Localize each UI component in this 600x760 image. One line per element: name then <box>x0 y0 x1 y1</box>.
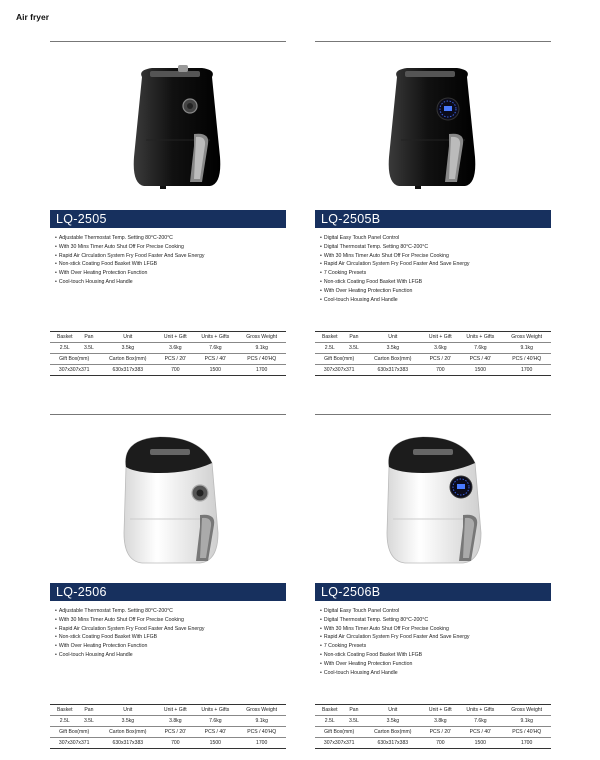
spec-cell: 307x307x371 <box>58 367 90 373</box>
spec-row <box>315 365 551 376</box>
spec-row <box>315 343 551 354</box>
spec-cell: 2.5L <box>324 345 335 351</box>
spec-cell: PCS / 40' <box>469 356 492 362</box>
spec-header-row <box>315 705 551 716</box>
spec-cell: 2.5L <box>324 718 335 724</box>
feature-item: • Digital Thermostat Temp. Setting 80°C-200°C <box>320 243 551 252</box>
spec-cell: 700 <box>436 367 445 373</box>
product-image <box>315 42 551 210</box>
spec-cell: Unit + Gift <box>163 707 187 713</box>
spec-cell: Gross Weight <box>246 707 278 713</box>
feature-item: • With Over Heating Protection Function <box>55 269 286 278</box>
spec-cell: Unit <box>123 334 133 340</box>
spec-row <box>315 738 551 749</box>
spec-cell: Unit <box>123 707 133 713</box>
spec-cell: 630x317x383 <box>377 740 409 746</box>
spec-row <box>315 354 551 365</box>
spec-cell: PCS / 40'HQ <box>512 729 542 735</box>
spec-cell: Units + Gifts <box>466 707 495 713</box>
feature-item: • Cool-touch Housing And Handle <box>320 669 551 678</box>
spec-cell: 9.1kg <box>255 345 268 351</box>
product-card-lq-2506b <box>315 414 551 746</box>
spec-cell: Basket <box>56 334 73 340</box>
spec-cell: 9.1kg <box>520 718 533 724</box>
spec-cell: 3.6kg <box>169 345 182 351</box>
spec-cell: 307x307x371 <box>323 740 355 746</box>
spec-cell: PCS / 40'HQ <box>512 356 542 362</box>
spec-cell: 1500 <box>209 367 222 373</box>
spec-cell: PCS / 40'HQ <box>247 356 277 362</box>
model-banner: LQ-2506 <box>50 583 286 601</box>
spec-cell: Gift Box(mm) <box>59 729 90 735</box>
spec-cell: 1500 <box>209 740 222 746</box>
model-banner: LQ-2505 <box>50 210 286 228</box>
spec-cell: PCS / 20' <box>164 356 186 362</box>
spec-cell: Gift Box(mm) <box>324 729 355 735</box>
feature-item: • Adjustable Thermostat Temp. Setting 80°C-200°C <box>55 607 286 616</box>
spec-cell: 3.5kg <box>386 345 400 351</box>
spec-cell: Pan <box>84 707 94 713</box>
spec-cell: Pan <box>349 334 359 340</box>
air-fryer-white-knob-illustration <box>50 415 286 583</box>
spec-cell: 700 <box>436 740 445 746</box>
spec-cell: Basket <box>321 707 338 713</box>
spec-cell: Carton Box(mm) <box>109 729 147 735</box>
spec-cell: Gross Weight <box>246 334 278 340</box>
spec-cell: Carton Box(mm) <box>374 729 412 735</box>
spec-cell: PCS / 40' <box>204 356 227 362</box>
spec-cell: Units + Gifts <box>466 334 495 340</box>
product-card-lq-2505 <box>50 41 286 373</box>
feature-item: • Rapid Air Circulation System Fry Food Faster And Save Energy <box>55 252 286 261</box>
spec-cell: 3.5L <box>348 345 359 351</box>
spec-cell: 1700 <box>256 740 268 746</box>
spec-row <box>50 354 286 365</box>
feature-item: • Adjustable Thermostat Temp. Setting 80°C-200°C <box>55 234 286 243</box>
spec-row <box>50 738 286 749</box>
spec-cell: Basket <box>56 707 73 713</box>
feature-item: • Non-stick Coating Food Basket With LFGB <box>55 633 286 642</box>
air-fryer-black-knob-illustration <box>50 42 286 210</box>
spec-cell: 3.5kg <box>386 718 400 724</box>
feature-item: • Cool-touch Housing And Handle <box>55 651 286 660</box>
spec-cell: 3.6kg <box>434 345 447 351</box>
feature-item: • Non-stick Coating Food Basket With LFGB <box>320 278 551 287</box>
spec-cell: Unit <box>388 707 398 713</box>
spec-row <box>50 365 286 376</box>
spec-cell: 1500 <box>474 740 487 746</box>
spec-cell: 7.6kg <box>209 718 222 724</box>
feature-item: • With 30 Mins Timer Auto Shut Off For Precise Cooking <box>320 252 551 261</box>
spec-cell: Carton Box(mm) <box>109 356 147 362</box>
feature-list <box>50 607 286 660</box>
spec-cell: 630x317x383 <box>112 740 144 746</box>
feature-item: • Rapid Air Circulation System Fry Food Faster And Save Energy <box>320 633 551 642</box>
product-image <box>50 42 286 210</box>
spec-cell: Unit <box>388 334 398 340</box>
air-fryer-black-digital-illustration <box>315 42 551 210</box>
feature-item: • With Over Heating Protection Function <box>320 287 551 296</box>
spec-cell: Unit + Gift <box>428 334 452 340</box>
spec-cell: PCS / 40'HQ <box>247 729 277 735</box>
spec-row <box>315 716 551 727</box>
spec-cell: 2.5L <box>59 718 70 724</box>
spec-cell: Units + Gifts <box>201 334 230 340</box>
spec-cell: 9.1kg <box>255 718 268 724</box>
feature-item: • 7 Cooking Presets <box>320 642 551 651</box>
spec-cell: 1700 <box>256 367 268 373</box>
spec-table <box>50 704 286 749</box>
spec-cell: 1700 <box>521 367 533 373</box>
spec-cell: Pan <box>84 334 94 340</box>
spec-table <box>315 331 551 376</box>
spec-cell: 630x317x383 <box>377 367 409 373</box>
spec-cell: Unit + Gift <box>163 334 187 340</box>
feature-item: • Cool-touch Housing And Handle <box>320 296 551 305</box>
feature-item: • Non-stick Coating Food Basket With LFGB <box>55 260 286 269</box>
spec-row <box>315 727 551 738</box>
spec-row <box>50 727 286 738</box>
feature-item: • Rapid Air Circulation System Fry Food Faster And Save Energy <box>320 260 551 269</box>
spec-cell: Gross Weight <box>511 334 543 340</box>
feature-item: • With 30 Mins Timer Auto Shut Off For Precise Cooking <box>320 625 551 634</box>
spec-cell: 7.6kg <box>209 345 222 351</box>
feature-item: • Non-stick Coating Food Basket With LFGB <box>320 651 551 660</box>
spec-cell: 3.5L <box>348 718 359 724</box>
feature-list <box>50 234 286 287</box>
spec-cell: 3.5L <box>83 718 94 724</box>
page-title: Air fryer <box>16 12 50 22</box>
spec-header-row <box>50 705 286 716</box>
feature-list <box>315 607 551 677</box>
feature-list <box>315 234 551 304</box>
spec-cell: 2.5L <box>59 345 70 351</box>
feature-item: • Digital Easy Touch Panel Control <box>320 234 551 243</box>
spec-cell: 700 <box>171 740 180 746</box>
spec-header-row <box>50 332 286 343</box>
spec-cell: PCS / 20' <box>164 729 186 735</box>
spec-cell: 3.8kg <box>169 718 182 724</box>
product-image <box>50 415 286 583</box>
spec-cell: 7.6kg <box>474 718 487 724</box>
spec-cell: 3.5kg <box>121 345 135 351</box>
feature-item: • With Over Heating Protection Function <box>55 642 286 651</box>
spec-cell: PCS / 40' <box>204 729 227 735</box>
spec-table <box>315 704 551 749</box>
product-card-lq-2506 <box>50 414 286 746</box>
feature-item: • Rapid Air Circulation System Fry Food Faster And Save Energy <box>55 625 286 634</box>
product-card-lq-2505b <box>315 41 551 373</box>
spec-cell: 1500 <box>474 367 487 373</box>
feature-item: • With 30 Mins Timer Auto Shut Off For Precise Cooking <box>55 243 286 252</box>
spec-cell: Gift Box(mm) <box>59 356 90 362</box>
spec-cell: 1700 <box>521 740 533 746</box>
spec-cell: Basket <box>321 334 338 340</box>
feature-item: • Cool-touch Housing And Handle <box>55 278 286 287</box>
spec-row <box>50 343 286 354</box>
spec-cell: 307x307x371 <box>58 740 90 746</box>
spec-table <box>50 331 286 376</box>
spec-cell: 3.8kg <box>434 718 447 724</box>
spec-cell: 9.1kg <box>520 345 533 351</box>
air-fryer-white-digital-illustration <box>315 415 551 583</box>
spec-cell: 630x317x383 <box>112 367 144 373</box>
spec-cell: Gross Weight <box>511 707 543 713</box>
spec-cell: PCS / 20' <box>429 729 451 735</box>
feature-item: • 7 Cooking Presets <box>320 269 551 278</box>
feature-item: • With 30 Mins Timer Auto Shut Off For Precise Cooking <box>55 616 286 625</box>
spec-cell: Units + Gifts <box>201 707 230 713</box>
feature-item: • With Over Heating Protection Function <box>320 660 551 669</box>
spec-cell: PCS / 20' <box>429 356 451 362</box>
spec-cell: 3.5L <box>83 345 94 351</box>
model-banner: LQ-2506B <box>315 583 551 601</box>
spec-cell: 3.5kg <box>121 718 135 724</box>
model-banner: LQ-2505B <box>315 210 551 228</box>
spec-cell: Carton Box(mm) <box>374 356 412 362</box>
spec-cell: 307x307x371 <box>323 367 355 373</box>
spec-cell: Gift Box(mm) <box>324 356 355 362</box>
spec-cell: Pan <box>349 707 359 713</box>
spec-cell: 7.6kg <box>474 345 487 351</box>
spec-cell: 700 <box>171 367 180 373</box>
spec-row <box>50 716 286 727</box>
spec-header-row <box>315 332 551 343</box>
spec-cell: Unit + Gift <box>428 707 452 713</box>
feature-item: • Digital Thermostat Temp. Setting 80°C-200°C <box>320 616 551 625</box>
product-image <box>315 415 551 583</box>
feature-item: • Digital Easy Touch Panel Control <box>320 607 551 616</box>
spec-cell: PCS / 40' <box>469 729 492 735</box>
